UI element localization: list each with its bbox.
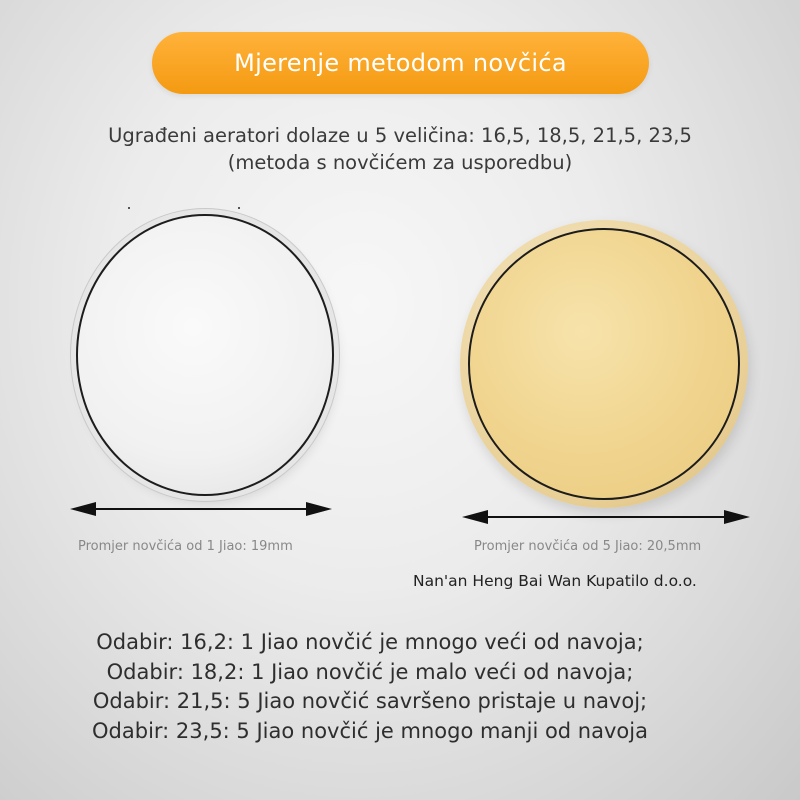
page-title: Mjerenje metodom novčića [234, 49, 567, 77]
choice-item: Odabir: 23,5: 5 Jiao novčić je mnogo manji od navoja [92, 718, 648, 743]
choice-item: Odabir: 21,5: 5 Jiao novčić savršeno pristaje u navoj; [92, 689, 648, 713]
choice-item: Odabir: 16,2: 1 Jiao novčić je mnogo veći od navoja; [96, 630, 644, 654]
left-diameter-arrow [70, 502, 332, 516]
right-coin-caption: Promjer novčića od 5 Jiao: 20,5mm [474, 539, 702, 554]
choice-list [0, 628, 740, 746]
choice-item: Odabir: 18,2: 1 Jiao novčić je malo veći od navoja; [106, 659, 634, 684]
left-coin-caption: Promjer novčića od 1 Jiao: 19mm [78, 539, 293, 554]
intro-line-1: Ugrađeni aeratori dolaze u 5 veličina: 16,5, 18,5, 21,5, 23,5 [108, 124, 692, 147]
right-diameter-arrow [462, 510, 750, 524]
intro-line-2: (metoda s novčićem za usporedbu) [227, 151, 573, 174]
company-name: Nan'an Heng Bai Wan Kupatilo d.o.o. [413, 572, 697, 590]
